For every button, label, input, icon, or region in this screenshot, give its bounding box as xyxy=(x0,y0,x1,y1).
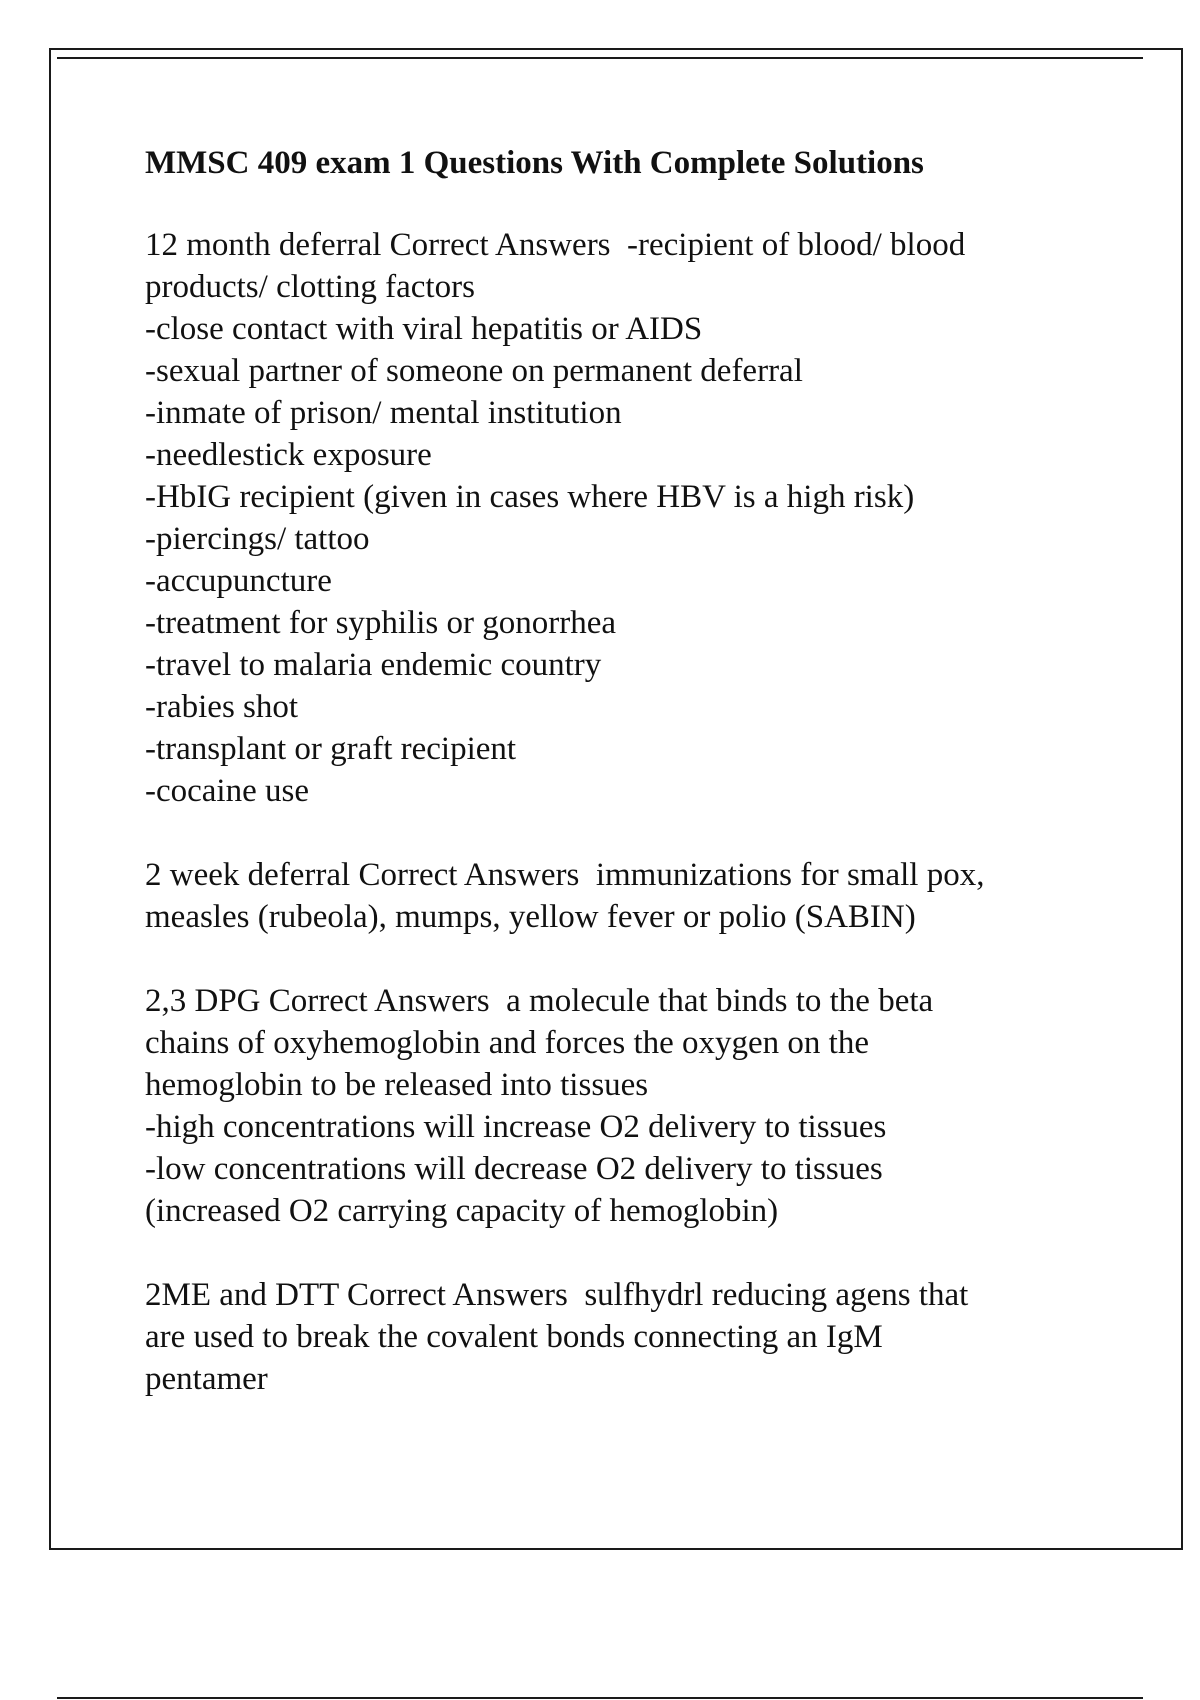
entry-line: -high concentrations will increase O2 delivery to tissues xyxy=(145,1109,887,1145)
entry-line: -rabies shot xyxy=(145,689,299,725)
entry-line: -travel to malaria endemic country xyxy=(145,647,602,683)
entry-line: 2,3 DPG Correct Answers a molecule that binds to the beta xyxy=(145,983,934,1019)
entry-line: -low concentrations will decrease O2 delivery to tissues xyxy=(145,1151,883,1187)
entry-2-week-deferral xyxy=(145,854,1105,938)
entry-line: chains of oxyhemoglobin and forces the oxygen on the xyxy=(145,1025,869,1061)
top-rule xyxy=(57,57,1143,59)
entry-2-3-dpg xyxy=(145,980,1105,1232)
entry-line: -sexual partner of someone on permanent deferral xyxy=(145,353,803,389)
document-title: MMSC 409 exam 1 Questions With Complete Solutions xyxy=(145,145,924,181)
entry-line: hemoglobin to be released into tissues xyxy=(145,1067,649,1103)
entry-line: products/ clotting factors xyxy=(145,269,475,305)
bottom-rule xyxy=(57,1697,1143,1699)
entry-line: -HbIG recipient (given in cases where HBV is a high risk) xyxy=(145,479,915,515)
entry-line: (increased O2 carrying capacity of hemoglobin) xyxy=(145,1193,779,1229)
entry-line: are used to break the covalent bonds connecting an IgM xyxy=(145,1319,883,1355)
entry-line: 12 month deferral Correct Answers -recipient of blood/ blood xyxy=(145,227,966,263)
entry-line: 2ME and DTT Correct Answers sulfhydrl reducing agens that xyxy=(145,1277,969,1313)
entry-line: -piercings/ tattoo xyxy=(145,521,370,557)
entry-line: -treatment for syphilis or gonorrhea xyxy=(145,605,617,641)
document-content xyxy=(145,142,1105,1442)
entry-line: -cocaine use xyxy=(145,773,309,809)
entry-2me-and-dtt xyxy=(145,1274,1105,1400)
entry-line: -transplant or graft recipient xyxy=(145,731,517,767)
entry-line: 2 week deferral Correct Answers immunizations for small pox, xyxy=(145,857,985,893)
entry-line: measles (rubeola), mumps, yellow fever or polio (SABIN) xyxy=(145,899,916,935)
entry-line: -inmate of prison/ mental institution xyxy=(145,395,622,431)
entry-line: -needlestick exposure xyxy=(145,437,432,473)
entry-line: -accupuncture xyxy=(145,563,332,599)
entry-12-month-deferral xyxy=(145,224,1105,812)
entry-line: -close contact with viral hepatitis or AIDS xyxy=(145,311,703,347)
entry-line: pentamer xyxy=(145,1361,268,1397)
